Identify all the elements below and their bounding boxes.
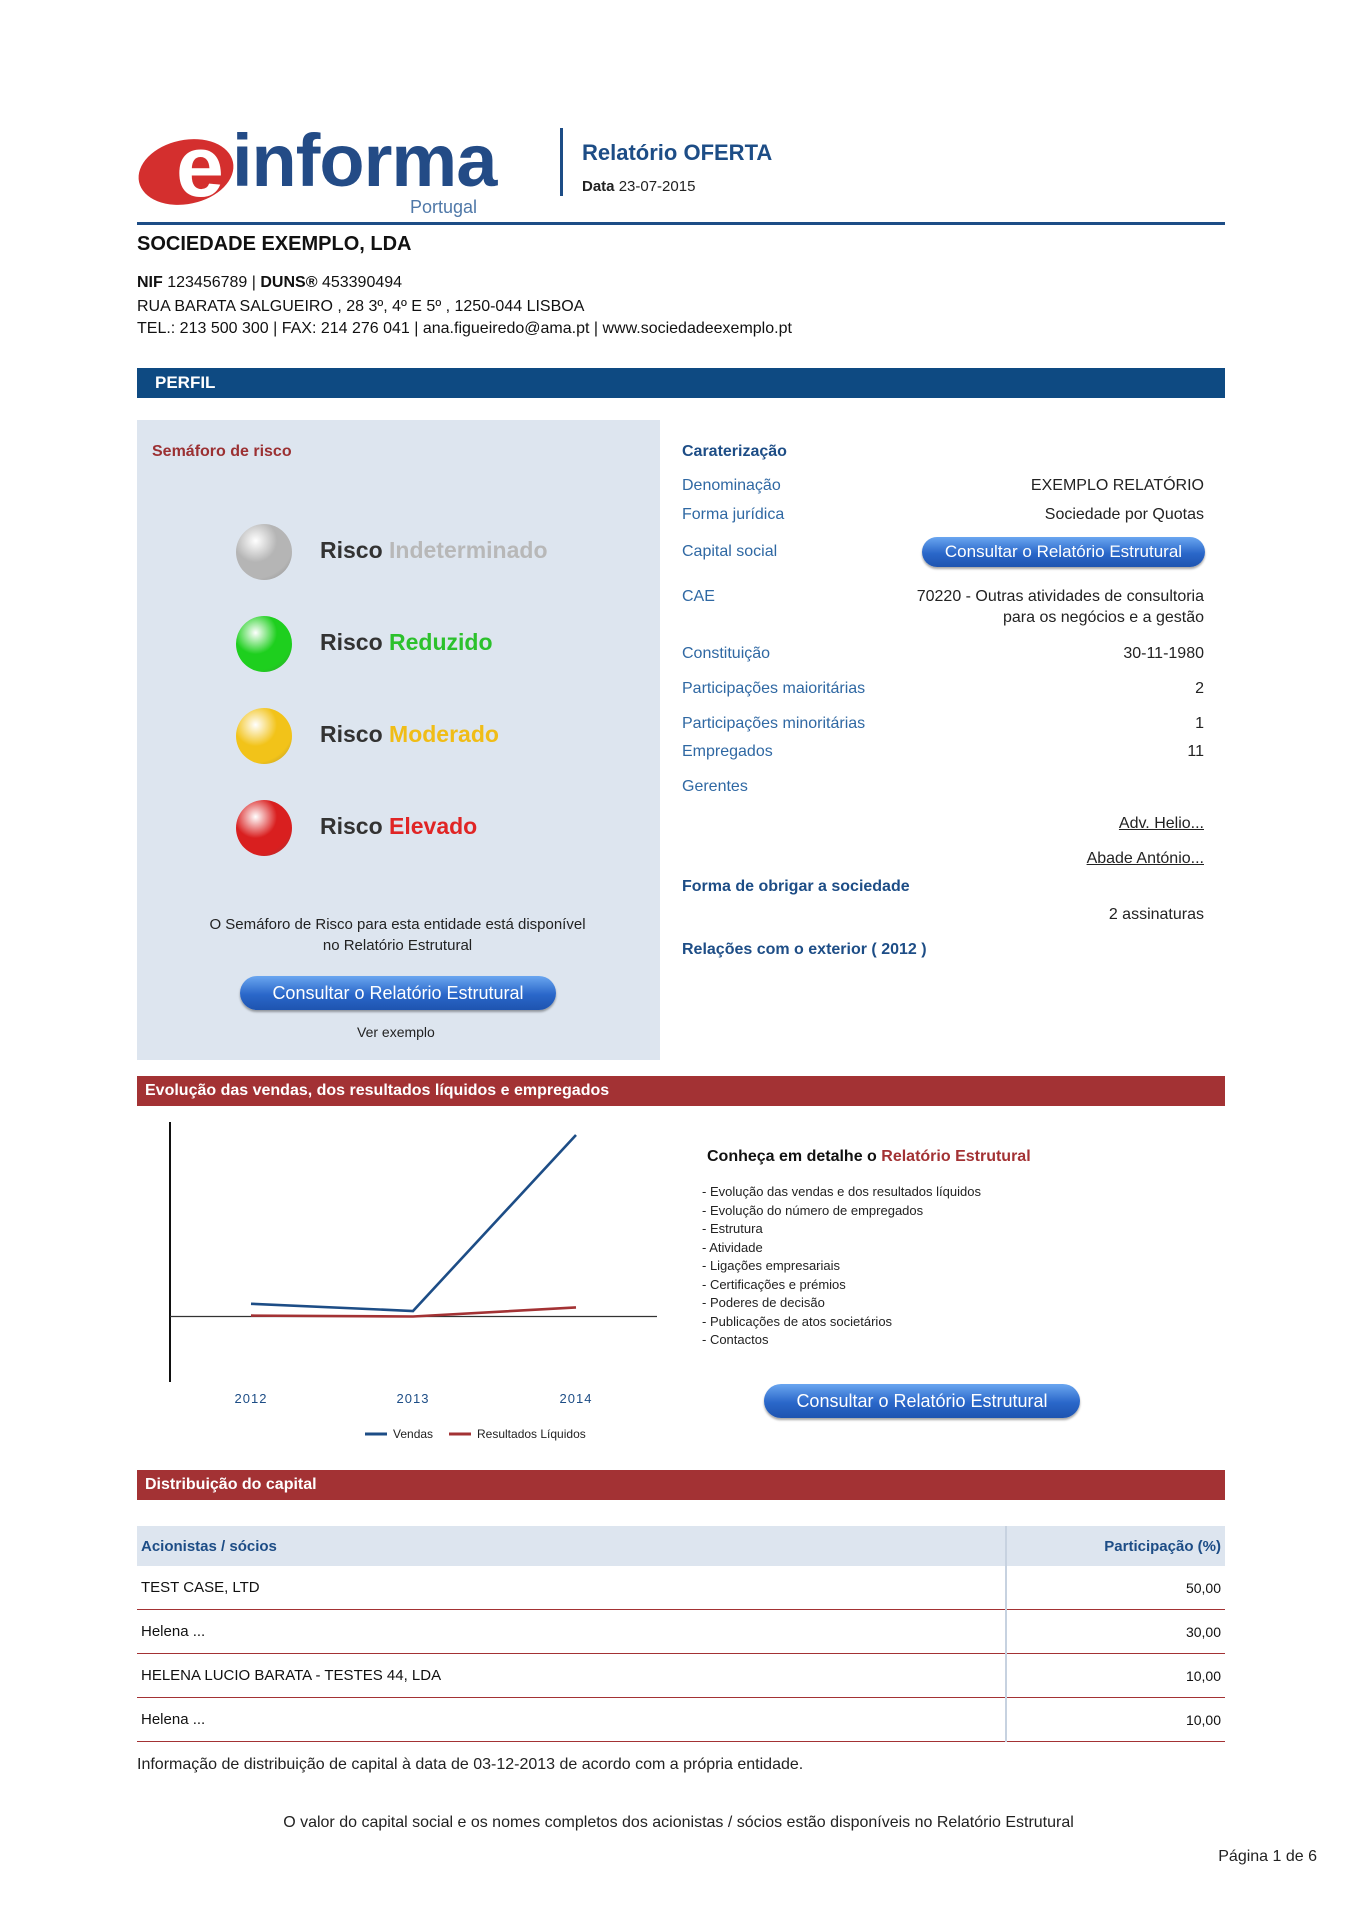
shareholder-name: TEST CASE, LTD [137, 1566, 1006, 1610]
report-title: Relatório OFERTA [582, 140, 773, 165]
x-tick-label: 2012 [234, 1391, 268, 1406]
capital-consult-button[interactable]: Consultar o Relatório Estrutural [922, 537, 1205, 567]
logo-letter: e [176, 119, 224, 215]
list-item: - Publicações de atos societários [702, 1313, 893, 1329]
manager-link[interactable]: Abade António... [1086, 850, 1204, 867]
capital-footer: O valor do capital social e os nomes completos dos acionistas / sócios estão disponíveis no Relatório Estrutural [283, 1814, 1074, 1831]
risk-level-label [320, 721, 499, 748]
consult-report-button[interactable]: Consultar o Relatório Estrutural [240, 976, 556, 1010]
minority-holdings-label: Participações minoritárias [682, 715, 866, 732]
risk-level-label [320, 629, 493, 656]
risk-level-label [320, 537, 548, 564]
employees-value: 11 [1187, 743, 1204, 760]
list-item: - Evolução do número de empregados [702, 1202, 924, 1218]
table-row [137, 1566, 1225, 1610]
capital-label: Capital social [682, 543, 778, 560]
know-more-heading: Conheça em detalhe o Relatório Estrutural [707, 1148, 1031, 1165]
risk-note: O Semáforo de Risco para esta entidade está disponível no Relatório Estrutural [209, 916, 586, 954]
list-item: - Evolução das vendas e dos resultados líquidos [702, 1184, 981, 1199]
legend-label: Resultados Líquidos [477, 1427, 586, 1441]
cae-value-line2: para os negócios e a gestão [1002, 609, 1204, 626]
table-row [137, 1654, 1225, 1698]
risk-level: Moderado [389, 721, 499, 747]
risk-light-icon [236, 616, 292, 672]
cae-label: CAE [682, 588, 715, 605]
binding-value: 2 assinaturas [1108, 906, 1204, 923]
shareholder-pct: 50,00 [1006, 1566, 1225, 1610]
constitution-value: 30-11-1980 [1123, 645, 1204, 662]
company-name: SOCIEDADE EXEMPLO, LDA [137, 233, 412, 255]
risk-light-icon [236, 800, 292, 856]
section-perfil: PERFIL [137, 368, 1225, 398]
see-example-link[interactable]: Ver exemplo [357, 1024, 435, 1040]
foreign-relations-heading: Relações com o exterior ( 2012 ) [682, 941, 927, 958]
binding-heading: Forma de obrigar a sociedade [682, 878, 910, 895]
sales-chart [137, 1120, 677, 1460]
report-date: Data 23-07-2015 [582, 178, 696, 195]
cae-value-line1: 70220 - Outras atividades de consultoria [916, 588, 1204, 605]
risk-word: Risco [320, 721, 390, 747]
risk-light-icon [236, 524, 292, 580]
legal-form-label: Forma jurídica [682, 506, 785, 523]
majority-holdings-label: Participações maioritárias [682, 680, 866, 697]
risk-word: Risco [320, 629, 390, 655]
risk-light-icon [236, 708, 292, 764]
logo-wordmark: informa [232, 119, 497, 202]
list-item: - Certificações e prémios [702, 1276, 846, 1292]
shareholder-pct: 10,00 [1006, 1654, 1225, 1698]
shareholder-pct: 30,00 [1006, 1610, 1225, 1654]
list-item: - Poderes de decisão [702, 1295, 825, 1310]
section-capital: Distribuição do capital [137, 1470, 1225, 1500]
list-item: - Atividade [702, 1239, 763, 1255]
managers-label: Gerentes [682, 778, 748, 795]
company-contacts: TEL.: 213 500 300 | FAX: 214 276 041 | ana.figueiredo@ama.pt | www.sociedadeexemplo.pt [137, 320, 792, 337]
risk-level: Elevado [389, 813, 478, 839]
capital-note: Informação de distribuição de capital à data de 03-12-2013 de acordo com a própria entidade. [137, 1756, 804, 1773]
x-tick-label: 2013 [396, 1391, 430, 1406]
sales-consult-button[interactable]: Consultar o Relatório Estrutural [764, 1384, 1080, 1418]
company-address: RUA BARATA SALGUEIRO , 28 3º, 4º E 5º , 1250-044 LISBOA [137, 298, 585, 315]
report-contents-list [702, 1183, 981, 1350]
risk-panel-title: Semáforo de risco [152, 443, 292, 460]
shareholder-name: Helena ... [137, 1698, 1006, 1742]
shareholder-name: HELENA LUCIO BARATA - TESTES 44, LDA [137, 1654, 1006, 1698]
column-header-shareholders: Acionistas / sócios [137, 1526, 1006, 1566]
section-sales: Evolução das vendas, dos resultados líquidos e empregados [137, 1076, 1225, 1106]
logo-subtitle: Portugal [410, 197, 478, 217]
employees-label: Empregados [682, 743, 773, 760]
list-item: - Estrutura [702, 1221, 763, 1236]
majority-holdings-value: 2 [1195, 680, 1204, 697]
list-item: - Ligações empresariais [702, 1258, 841, 1273]
denomination-value: EXEMPLO RELATÓRIO [1030, 477, 1204, 494]
risk-level-label [320, 813, 477, 840]
manager-link[interactable]: Adv. Helio... [1118, 815, 1204, 832]
page-number: Página 1 de 6 [1218, 1848, 1317, 1865]
risk-level: Indeterminado [389, 537, 548, 563]
table-row [137, 1698, 1225, 1742]
x-tick-label: 2014 [559, 1391, 593, 1406]
series-line-vendas [251, 1135, 576, 1311]
capital-table [137, 1526, 1225, 1742]
constitution-label: Constituição [682, 645, 771, 662]
company-ids: NIF 123456789 | DUNS® 453390494 [137, 274, 403, 291]
shareholder-name: Helena ... [137, 1610, 1006, 1654]
legal-form-value: Sociedade por Quotas [1044, 506, 1204, 523]
list-item: - Contactos [702, 1332, 769, 1347]
risk-word: Risco [320, 537, 390, 563]
shareholder-pct: 10,00 [1006, 1698, 1225, 1742]
table-row [137, 1610, 1225, 1654]
risk-word: Risco [320, 813, 390, 839]
minority-holdings-value: 1 [1195, 715, 1204, 732]
risk-level: Reduzido [389, 629, 493, 655]
column-header-participation: Participação (%) [1006, 1526, 1225, 1566]
denomination-label: Denominação [682, 477, 781, 494]
header-rule [137, 222, 1225, 225]
characterization-heading: Caraterização [682, 443, 787, 460]
legend-label: Vendas [393, 1427, 434, 1441]
header-divider [560, 128, 563, 196]
